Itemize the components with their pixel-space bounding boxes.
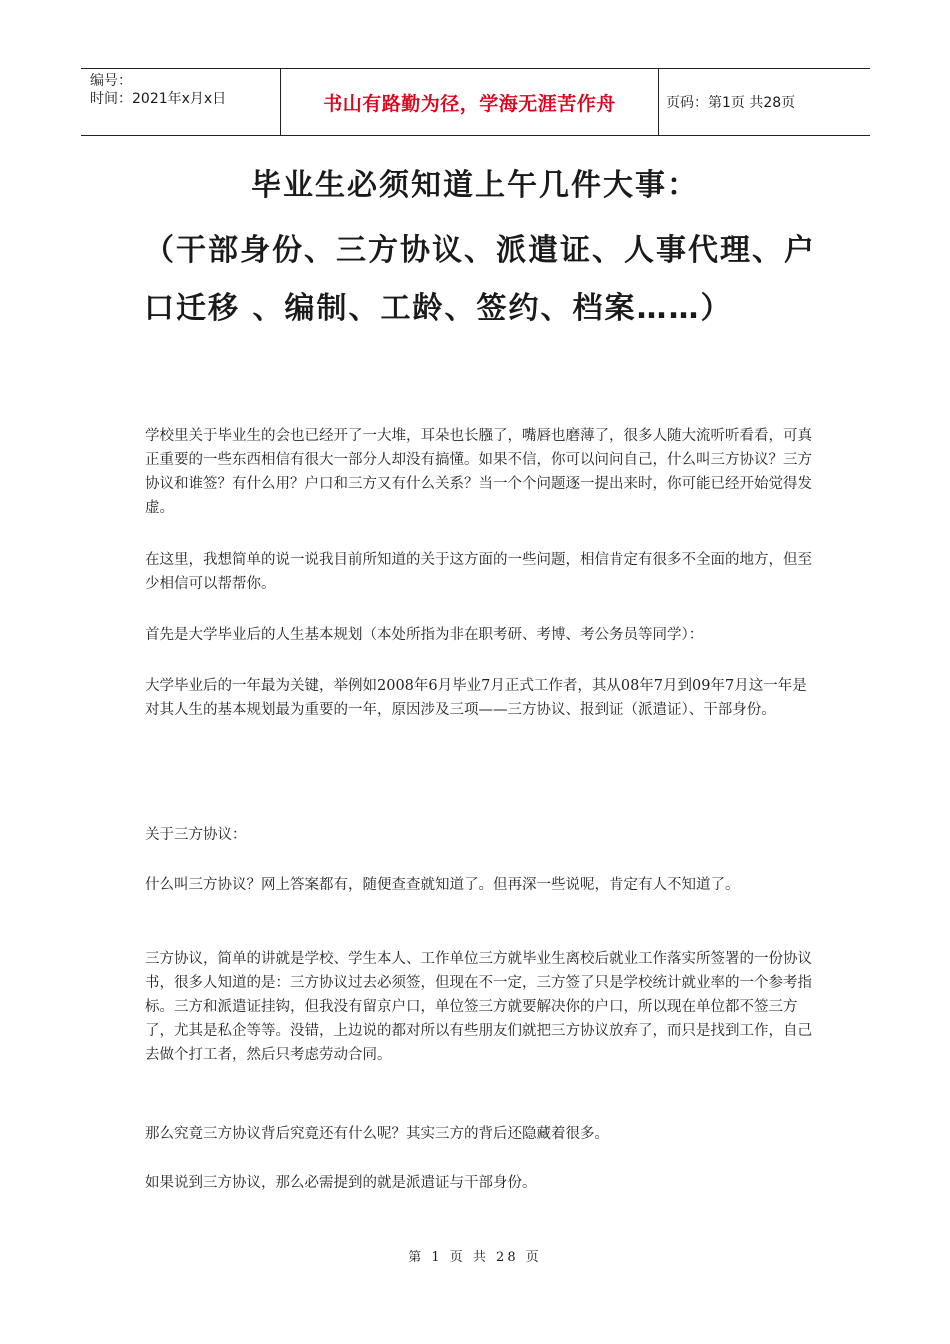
header-page-info: 页码：第1页 共28页 — [666, 95, 796, 111]
document-subtitle: （干部身份、三方协议、派遣证、人事代理、户口迁移 、编制、工龄、签约、档案……） — [144, 233, 816, 326]
paragraph-hidden: 那么究竟三方协议背后究竟还有什么呢？其实三方的背后还隐藏着很多。 — [145, 1126, 609, 1142]
paragraph-intro: 学校里关于毕业生的会也已经开了一大堆，耳朵也长膙了，嘴唇也磨薄了，很多人随大流听听看看，可真正重要的一些东西相信有很大一部分人却没有搞懂。如果不信，你可以问问自己，什么叫三方协议？三方协议和谁签？有什么用？户口和三方又有什么关系？当一个个问题逐一提出来时，你可能已经开始觉得发虚。 — [145, 428, 812, 516]
document-number-label: 编号： — [90, 73, 132, 89]
paragraph-section-heading: 关于三方协议： — [145, 827, 247, 843]
document-time-label: 时间：2021年x月x日 — [90, 91, 227, 107]
page-footer: 第 1 页 共 28 页 — [408, 1250, 542, 1265]
paragraph-definition: 三方协议，简单的讲就是学校、学生本人、工作单位三方就毕业生离校后就业工作落实所签署的一份协议书，很多人知道的是：三方协议过去必须签，但现在不一定，三方签了只是学校统计就业率的一个参考指标。三方和派遣证挂钩，但我没有留京户口，单位签三方就要解决你的户口，所以现在单位都不签三方了，尤其是私企等等。没错，上边说的都对所以有些朋友们就把三方协议放弃了，而只是找到工作，自己去做个打工者，然后只考虑劳动合同。 — [145, 951, 812, 1063]
document-title: 毕业生必须知道上午几件大事： — [251, 168, 699, 203]
paragraph-first-year: 大学毕业后的一年最为关键，举例如2008年6月毕业7月正式工作者，其从08年7月到09年7月这一年是对其人生的基本规划最为重要的一年，原因涉及三项——三方协议、报到证（派遣证）、干部身份。 — [145, 678, 807, 718]
header-table — [81, 68, 870, 136]
paragraph-purpose: 在这里，我想简单的说一说我目前所知道的关于这方面的一些问题，相信肯定有很多不全面的地方，但至少相信可以帮帮你。 — [145, 552, 812, 592]
paragraph-planning-heading: 首先是大学毕业后的人生基本规划（本处所指为非在职考研、考博、考公务员等同学）： — [145, 627, 704, 643]
paragraph-dispatch: 如果说到三方协议，那么必需提到的就是派遣证与干部身份。 — [145, 1175, 537, 1191]
header-motto: 书山有路勤为径，学海无涯苦作舟 — [281, 69, 659, 135]
paragraph-what-is: 什么叫三方协议？网上答案都有，随便查查就知道了。但再深一些说呢，肯定有人不知道了。 — [145, 877, 740, 893]
header-meta-cell — [81, 69, 281, 135]
